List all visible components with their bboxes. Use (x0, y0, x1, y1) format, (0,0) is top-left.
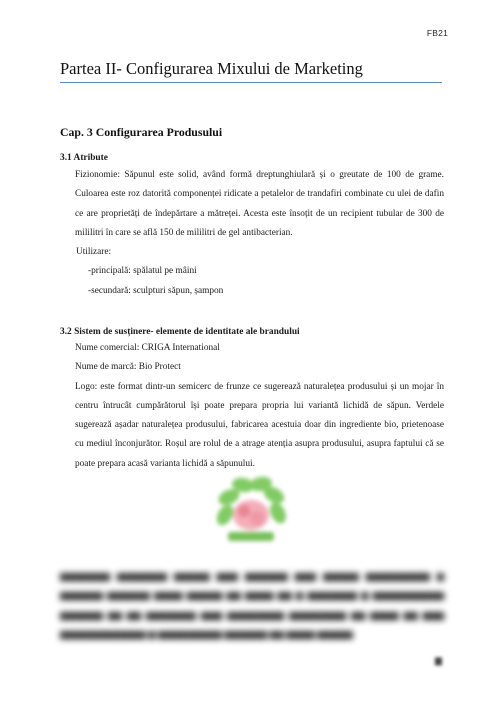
section-attributes (60, 152, 444, 301)
section-heading-attributes: 3.1 Atribute (60, 153, 108, 163)
blurred-packaging-paragraph: ▆▆▆▆▆▆▆ ▆▆▆▆▆▆▆ ▆▆▆▆▆ ▆▆▆ ▆▆▆▆▆▆ ▆▆▆ ▆▆▆▆▆ ▆▆▆▆▆▆▆▆▆ ▆ ▆▆▆▆▆▆ ▆▆▆▆▆▆ ▆▆▆▆ ▆▆▆▆▆ ▆▆ ▆▆▆▆ ▆▆ ▆ ▆▆▆▆▆▆▆ ▆ ▆▆▆▆▆▆▆▆▆▆ ▆▆▆▆▆▆ ▆▆ ▆▆ ▆▆▆▆▆▆▆ ▆▆▆ ▆▆▆▆▆▆▆▆ ▆▆▆▆▆▆▆▆ ▆▆ ▆▆▆▆ ▆▆ ▆▆▆ ▆▆▆▆▆▆▆▆▆▆▆▆ ▆ ▆▆▆▆▆▆▆▆▆ ▆▆▆▆▆▆ ▆▆ ▆▆▆▆ ▆▆▆▆▆ (60, 572, 444, 640)
section-brand-identity (60, 326, 444, 474)
logo-description-paragraph: Logo: este format dintr-un semicerc de frunze ce sugerează naturalețea produsului și un mojar în centru întrucât cumpărătorul își poate prepara propria lui variantă lichidă de săpun. Verdele sugerează așadar naturalețea produsului, fabricarea acestuia doar din ingrediente bio, prietenoase cu mediul înconjurător. Roșul are rolul de a atrage atenția asupra produsului, asupra faptului că se poate prepara acasă varianta lichidă a săpunului. (75, 381, 444, 469)
bio-protect-logo-icon (211, 471, 291, 551)
usage-item-secondary: -secundară: sculpturi săpun, șampon (88, 285, 224, 296)
usage-item-primary: -principală: spălatul pe mâini (88, 266, 197, 277)
document-id: FB21 (426, 28, 448, 38)
physiognomy-paragraph: Fizionomie: Săpunul este solid, având formă dreptunghiulară și o greutate de 100 de grame. Culoarea este roz datorită componenței ridicate a petalelor de trandafiri combinate cu ulei de dafin ce are proprietăți de îndepărtare a mătreței. Acesta este însoțit de un recipient tubular de 300 de mililitri în care se află 150 de mililitri de gel antibacterian. (75, 170, 444, 238)
commercial-name-line: Nume comercial: CRIGA International (75, 343, 220, 353)
section-heading-brand-identity: 3.2 Sistem de susținere- elemente de identitate ale brandului (60, 327, 300, 337)
brand-name-line: Nume de marcă: Bio Protect (75, 362, 181, 373)
chapter-title: Cap. 3 Configurarea Produsului (60, 125, 223, 139)
usage-label: Utilizare: (76, 247, 112, 258)
part-title: Partea II- Configurarea Mixului de Marketing (60, 59, 442, 83)
page-number: ▆ (435, 655, 442, 665)
